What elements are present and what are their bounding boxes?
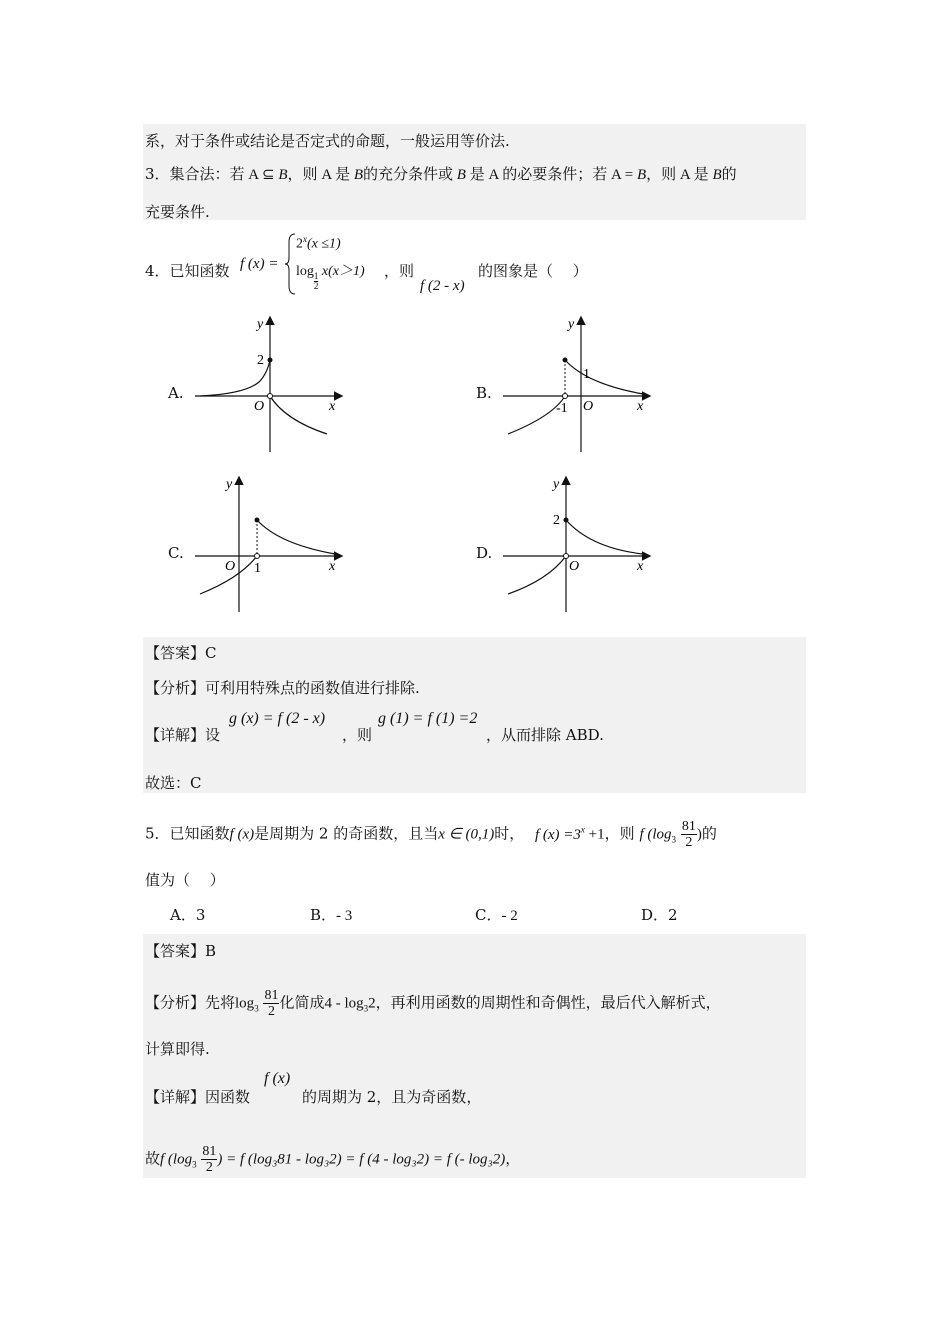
q5-line2: 值为（ ） <box>145 871 225 889</box>
curve-right <box>566 520 643 554</box>
y-label: y <box>568 317 575 332</box>
y-label: y <box>257 317 264 332</box>
box-q5-solution <box>143 934 806 1178</box>
x-label: x <box>329 559 336 574</box>
origin-label: O <box>569 559 580 574</box>
q4-suffix: 的图象是（ ） <box>478 262 588 280</box>
q5-option-a[interactable]: A．3 <box>170 906 206 924</box>
y-label: y <box>553 477 560 492</box>
tick-label: 2 <box>257 353 264 368</box>
closed-point <box>564 518 569 523</box>
tick-x-label: 1 <box>254 561 261 576</box>
q4-choice: 故选：C <box>145 774 202 792</box>
option-d-label[interactable]: D. <box>476 544 493 562</box>
q4-detail-mid: ，则 <box>342 726 373 744</box>
q4-mid: ，则 <box>384 262 415 280</box>
q4-detail-suffix: ，从而排除 ABD. <box>486 726 604 744</box>
q5-option-c[interactable]: C．- 2 <box>475 906 518 924</box>
q5-line1: 5．已知函数f (x)是周期为 2 的奇函数，且当x ∈ (0,1)时， f $(x) =3^x +1$，则 f ($\log_3$ $\frac{81}{2}$ )的 <box>145 819 717 850</box>
q4-detail-prefix: 【详解】设 <box>145 726 221 744</box>
tick-label: 2 <box>553 513 560 528</box>
graph-c[interactable] <box>195 472 350 617</box>
closed-point <box>255 518 260 523</box>
curve-right <box>565 360 643 394</box>
tick-x-label: -1 <box>556 401 568 416</box>
open-point <box>564 554 569 559</box>
q4-case2: log $\frac{1}{2}$ x(x＞1) <box>296 264 365 291</box>
q4-analysis: 【分析】可利用特殊点的函数值进行排除. <box>145 679 420 697</box>
q5-analysis-line2: 计算即得. <box>145 1040 210 1058</box>
q5-detail-prefix: 【详解】因函数 <box>145 1088 251 1106</box>
option-c-label[interactable]: C. <box>168 544 184 562</box>
x-label: x <box>637 399 644 414</box>
curve-right <box>270 396 327 434</box>
x-label: x <box>637 559 644 574</box>
closed-point <box>268 358 273 363</box>
q4-fn: f (2 - x) <box>420 278 465 294</box>
closed-point <box>563 358 568 363</box>
tick-y-label: 1 <box>583 367 590 382</box>
q4-prefix: 4．已知函数 <box>145 262 230 280</box>
origin-label: O <box>225 559 236 574</box>
origin-label: O <box>254 399 265 414</box>
q5-analysis-line1: 【分析】先将$\log_3$ $\frac{81}{2}$ 化简成$4 - \log_32$，再利用函数的周期性和奇偶性，最后代入解析式， <box>145 988 721 1019</box>
open-point <box>563 394 568 399</box>
option-b-label[interactable]: B. <box>476 384 492 402</box>
q5-option-d[interactable]: D．2 <box>641 906 678 924</box>
box1-line3: 充要条件. <box>145 203 210 221</box>
open-point <box>255 554 260 559</box>
origin-label: O <box>583 399 594 414</box>
q5-detail-suffix: 的周期为 2，且为奇函数， <box>302 1088 482 1106</box>
graph-a[interactable] <box>195 312 350 457</box>
q4-case1: $2^x(x \le 1)$ <box>296 234 341 252</box>
curve-right <box>257 520 335 554</box>
open-point <box>268 394 273 399</box>
option-a-label[interactable]: A. <box>168 384 184 402</box>
q5-option-b[interactable]: B．- 3 <box>310 906 353 924</box>
graph-d[interactable] <box>503 472 658 617</box>
q5-answer: 【答案】B <box>145 942 217 960</box>
box1-line2: 3．集合法：若 A ⊆ B，则 A 是 B的充分条件或 B 是 A 的必要条件；若 A = B，则 A 是 B的 <box>145 165 737 183</box>
graph-b[interactable] <box>503 312 658 457</box>
q4-fx-lhs: f (x) = <box>240 256 279 272</box>
y-label: y <box>226 477 233 492</box>
q4-detail-expr2: g (1) = f (1) =2 <box>378 710 478 727</box>
q5-final: 故f ($\log_3$ $\frac{81}{2}$ ) = f (log₃81 - log₃2) = f (4 - log₃2) = f (- log₃2)， <box>145 1144 521 1175</box>
curve-left <box>508 556 566 594</box>
q4-detail-expr1: g (x) = f (2 - x) <box>229 710 326 727</box>
x-label: x <box>329 399 336 414</box>
q4-answer: 【答案】C <box>145 644 217 662</box>
q5-detail-fx: f (x) <box>264 1070 291 1087</box>
box1-line1: 系，对于条件或结论是否定式的命题，一般运用等价法. <box>145 132 510 150</box>
